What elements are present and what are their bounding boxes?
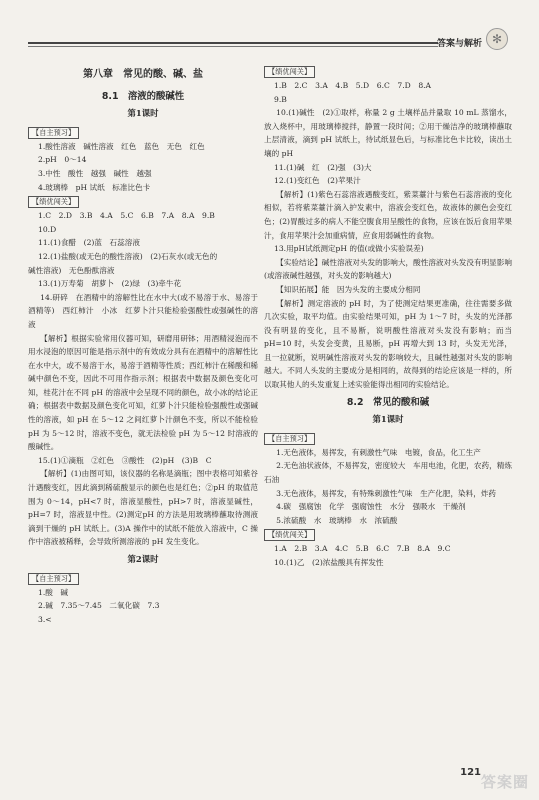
analysis-paragraph: 【解析】测定溶液的 pH 时，为了使测定结果更准确，往往需要多做几次实验，取平均值。由实验结果可知，pH 为 1～7 时，头发的光泽都没有明显的变化，且不易断，说明酸性溶液对头发没有影响；而当 pH=10 时，头发会变黄，且易断，pH 再增大到 13 时，头发无光泽，且一拉就断，说明碱性溶液对头发的影响较大，且碱性越强对头发的影响越大。不同人头发的主要成分是相同的，故得到的结论应该是一样的，所以取其他人的头发重复上述实验能得出相同的实验结论。 — [264, 298, 512, 390]
answer-line: 1.C 2.D 3.B 4.A 5.C 6.B 7.A 8.A 9.B — [38, 211, 215, 221]
practice-line: 1.酸性溶液 碱性溶液 红色 蓝色 无色 红色 — [38, 141, 205, 151]
header-rule-thin — [28, 46, 438, 47]
tag-practice: 【自主预习】 — [28, 573, 79, 585]
lesson-title: 第1课时 — [127, 108, 159, 119]
answer-11: 11.(1)碱 红 (2)强 (3)大 — [274, 162, 372, 172]
header-emblem-icon: ✻ — [486, 28, 508, 50]
tag-practice: 【自主预习】 — [28, 127, 79, 139]
practice-line: 5.浓硫酸 水 玻璃棒 水 浓硫酸 — [276, 515, 398, 525]
practice-line: 3.中性 酸性 越强 碱性 越强 — [38, 168, 152, 178]
practice-line: 1.无色液体，易挥发，有刺激性气味 电镀，食品，化工生产 — [276, 447, 481, 457]
left-column — [28, 64, 258, 626]
answer-line: 10.D — [38, 224, 57, 234]
answer-line: 1.A 2.B 3.A 4.C 5.B 6.C 7.B 8.A 9.C — [274, 544, 451, 554]
answer-line: 10.(1)乙 (2)浓盐酸具有挥发性 — [274, 558, 384, 567]
answer-line: 11.(1)食醋 (2)蓝 石蕊溶液 — [38, 238, 140, 248]
practice-line: 3.无色液体，易挥发，有特殊刺激性气味 生产化肥，染料，炸药 — [276, 488, 497, 498]
answer-15: 15.(1)①滴瓶 ②红色 ③酸性 (2)pH (3)B C — [38, 455, 212, 465]
practice-line: 4.玻璃棒 pH 试纸 标准比色卡 — [38, 182, 151, 192]
tag-excellent: 【绩优闯关】 — [264, 529, 315, 541]
answer-14: 14.研碎 在酒精中的溶解性比在水中大(或不易溶于水、易溶于酒精等) 西红柿汁 小冰 红萝卜汁只能检验强酸性或强碱性的溶液 — [28, 292, 258, 329]
answer-line: 13.(1)万寿菊 胡萝卜 (2)绿 (3)牵牛花 — [38, 279, 182, 289]
answer-line: 12.(1)盐酸(或无色的酸性溶液) (2)石灰水(或无色的 — [38, 251, 218, 261]
answer-line: 9.B — [274, 94, 287, 104]
practice-line: 1.酸 碱 — [38, 587, 69, 597]
practice-line: 3.< — [38, 614, 52, 624]
page-header — [28, 32, 508, 50]
experiment-conclusion: 【实验结论】碱性溶液对头发的影响大，酸性溶液对头发没有明显影响(或溶液碱性越强，对头发的影响越大) — [264, 257, 512, 281]
section-title: 8.1 溶液的酸碱性 — [101, 90, 185, 102]
right-column — [264, 64, 512, 570]
practice-line: 2.无色油状液体，不易挥发，密度较大 车用电池，化肥，农药，精炼石油 — [264, 461, 512, 485]
chapter-title: 第八章 常见的酸、碱、盐 — [83, 69, 203, 80]
answer-10: 10.(1)碱性 (2)①取样，称量 2 g 土壤样品并量取 10 mL 蒸馏水，放入烧杯中，用玻璃棒搅拌，静置一段时间；②用干燥洁净的玻璃棒蘸取上层清液，滴到 pH 试纸上，待试纸显色后，与标准比色卡比较，读出土壤的 pH — [264, 108, 512, 158]
section-title: 8.2 常见的酸和碱 — [346, 396, 430, 408]
analysis-paragraph: 【解析】(1)紫色石蕊溶液遇酸变红，紫菜薹汁与紫色石蕊溶液的变化相似，若将紫菜薹汁滴入护发素中，溶液会变红色，故液体的颜色会变红色；(2)胃酸过多的病人不能空腹食用呈酸性的食物，应该在饭后食用苹果汁，食用苹果汁会加重病情，应食用弱碱性的食物。 — [264, 189, 512, 240]
tag-practice: 【自主预习】 — [264, 433, 315, 445]
tag-excellent: 【绩优闯关】 — [28, 196, 79, 208]
page-number: 121 — [460, 767, 481, 778]
tag-excellent: 【绩优闯关】 — [264, 66, 315, 78]
answer-13: 13.用pH试纸测定pH 的值(或做小实验误差) — [274, 244, 424, 254]
practice-line: 2.碱 7.35～7.45 二氧化碳 7.3 — [38, 601, 160, 611]
analysis-paragraph: 【解析】(1)由图可知，该仪器的名称是滴瓶；图中表格可知紫谷汁遇酸变红，因此滴到稀硫酸显示的颜色也是红色；②pH 的取值范围为 0～14，pH<7 时，溶液显酸性，pH>7 时，溶液显碱性，pH=7 时，溶液显中性。(2)测定pH 的方法是用玻璃棒蘸取待测液滴到干燥的 pH 试纸上。(3)A 操作中的试纸不能放入溶液中，C 操作中溶液被稀释，会导致所测溶液的 pH 发生变化。 — [28, 469, 258, 547]
practice-line: 4.碳 强腐蚀 化学 强腐蚀性 水分 强吸水 干燥剂 — [276, 502, 466, 512]
analysis-paragraph: 【解析】根据实验常用仪器可知，研磨用研钵；用酒精浸泡而不用水浸泡的原因可能是指示剂中的有效成分具有在酒精中的溶解性比在水中大，或不易溶于水，易溶于酒精等性质；西红柿汁在稀酸和稀碱中颜色不变，因此不可用作指示剂；根据表中数据及颜色变化可知，桂花汁在不同 pH 的溶液中会呈现不同的颜色，故小冰的结论正确；根据表中数据及颜色变化可知，红萝卜汁只能检验强酸性或强碱性的溶液，如 pH 在 5～12 之间红萝卜汁颜色不变，所以不能检验 pH 为 5～12 时，溶液不变色，就无法检验 pH 为 5～12 时溶液的酸碱性。 — [28, 333, 258, 452]
header-rule — [28, 42, 438, 44]
answer-line: 碱性溶液) 无色酚酞溶液 — [28, 265, 115, 275]
answer-12: 12.(1)变红色 (2)苹果汁 — [274, 176, 361, 186]
lesson-title: 第2课时 — [127, 554, 159, 564]
answer-line: 1.B 2.C 3.A 4.B 5.D 6.C 7.D 8.A — [274, 81, 432, 90]
header-title: 答案与解析 — [436, 39, 482, 49]
lesson-title: 第1课时 — [372, 414, 404, 425]
knowledge-extension: 【知识拓展】能 因为头发的主要成分相同 — [276, 284, 421, 294]
practice-line: 2.pH 0～14 — [38, 155, 87, 165]
watermark: 答案圈 — [480, 773, 529, 791]
